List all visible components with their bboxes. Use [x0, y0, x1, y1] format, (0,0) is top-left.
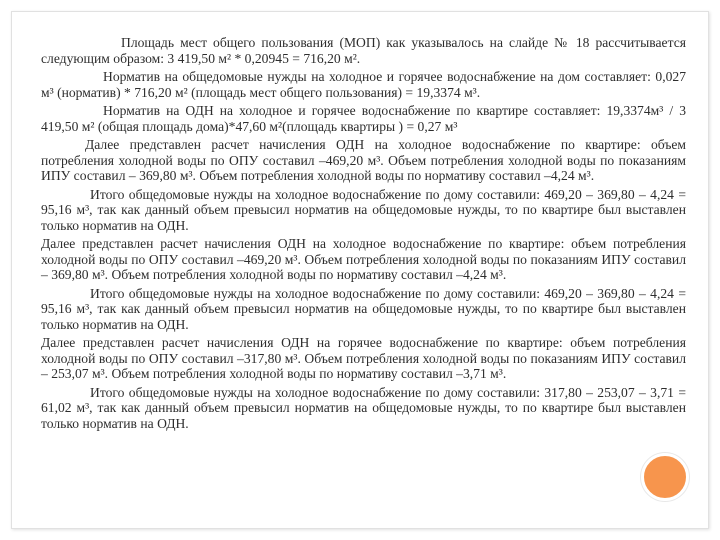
paragraph-hot-water-total: Итого общедомовые нужды на холодное водоснабжение по дому составили: 317,80 – 253,07 – 3,71 = 61,02 м³, так как данный объем превысил норматив на общедомовые нужды, то по квартире был выставлен только норматив на ОДН. — [41, 384, 686, 431]
paragraph-norm-apartment: Норматив на ОДН на холодное и горячее водоснабжение по квартире составляет: 19,3374м³ / 3 419,50 м² (общая площадь дома)*47,60 м²(площадь квартиры ) = 0,27 м³ — [41, 103, 686, 134]
slide-body-text — [41, 35, 686, 434]
paragraph-mop-area: Площадь мест общего пользования (МОП) как указывалось на слайде № 18 рассчитывается следующим образом: 3 419,50 м² * 0,20945 = 716,20 м². — [41, 35, 686, 66]
paragraph-cold-water-calc-1: Далее представлен расчет начисления ОДН на холодное водоснабжение по квартире: объем потребления холодной воды по ОПУ составил –469,20 м³. Объем потребления холодной воды по показаниям ИПУ составил – 369,80 м³. Объем потребления холодной воды по нормативу составил –4,24 м³. — [41, 137, 686, 183]
paragraph-norm-house: Норматив на общедомовые нужды на холодное и горячее водоснабжение на дом составляет: 0,027 м³ (норматив) * 716,20 м² (площадь мест общего пользования) = 19,3374 м³. — [41, 69, 686, 100]
paragraph-hot-water-calc: Далее представлен расчет начисления ОДН на горячее водоснабжение по квартире: объем потребления холодной воды по ОПУ составил –317,80 м³. Объем потребления холодной воды по показаниям ИПУ составил – 253,07 м³. Объем потребления холодной воды по нормативу составил –3,71 м³. — [41, 335, 686, 381]
paragraph-cold-water-total-1: Итого общедомовые нужды на холодное водоснабжение по дому составили: 469,20 – 369,80 – 4,24 = 95,16 м³, так как данный объем превысил норматив на общедомовые нужды, то по квартире был выставлен только норматив на ОДН. — [41, 186, 686, 233]
paragraph-cold-water-calc-2: Далее представлен расчет начисления ОДН на холодное водоснабжение по квартире: объем потребления холодной воды по ОПУ составил –469,20 м³. Объем потребления холодной воды по показаниям ИПУ составил – 369,80 м³. Объем потребления холодной воды по нормативу составил –4,24 м³. — [41, 236, 686, 282]
decorative-orange-circle — [641, 453, 689, 501]
paragraph-cold-water-total-2: Итого общедомовые нужды на холодное водоснабжение по дому составили: 469,20 – 369,80 – 4,24 = 95,16 м³, так как данный объем превысил норматив на общедомовые нужды, то по квартире был выставлен только норматив на ОДН. — [41, 285, 686, 332]
